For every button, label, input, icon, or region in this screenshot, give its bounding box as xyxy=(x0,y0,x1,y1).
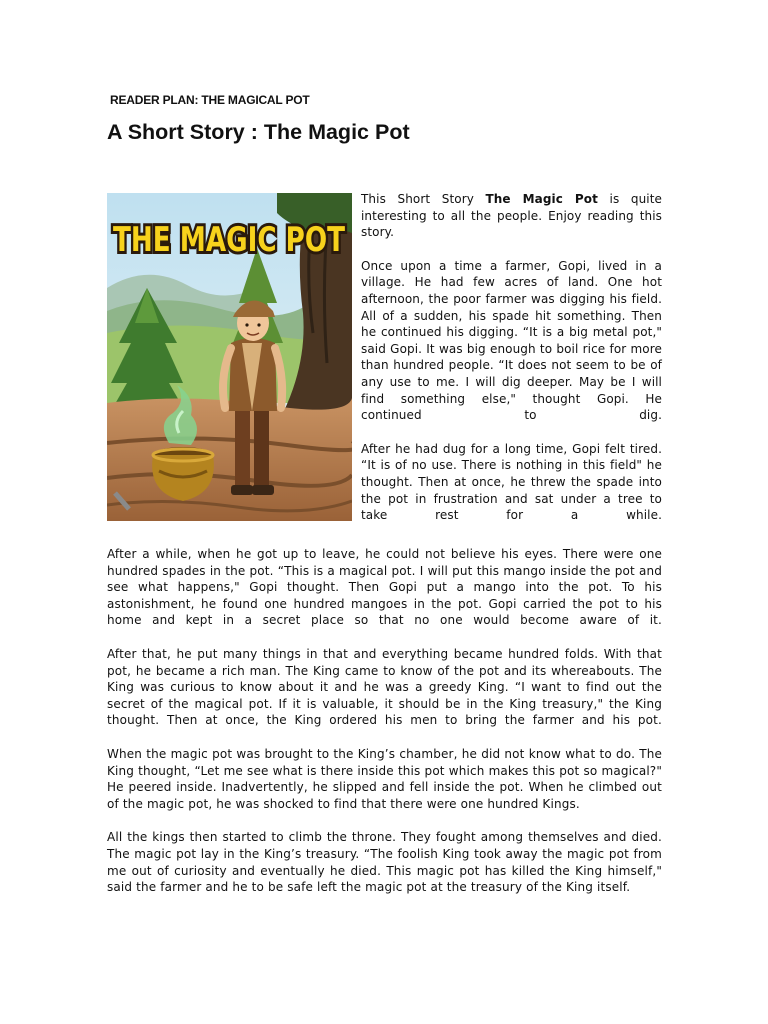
story-cover-illustration xyxy=(107,193,352,521)
cover-title-text: THE MAGIC POT xyxy=(113,220,346,260)
intro-paragraph: This Short Story The Magic Pot is quite interesting to all the people. Enjoy reading this story. xyxy=(361,192,662,240)
reader-plan-label: READER PLAN: THE MAGICAL POT xyxy=(110,93,310,107)
story-paragraph-4: After that, he put many things in that and everything became hundred folds. With that pot, he became a rich man. The King came to know of the pot and its whereabouts. The King was curious to know about it and he was a greedy King. “I want to find out the secret of the magical pot. If it is valuable, it should be in the King treasury," the King thought. Then at once, the King ordered his men to bring the farmer and his pot. xyxy=(107,646,662,728)
intro-story-name: The Magic Pot xyxy=(485,192,598,206)
story-paragraph-5: When the magic pot was brought to the King’s chamber, he did not know what to do. The King thought, “Let me see what is there inside this pot which makes this pot so magical?" He peered inside. Inadvertently, he slipped and fell inside the pot. When he climbed out of the magic pot, he was shocked to find that there were one hundred Kings. xyxy=(107,746,662,811)
story-paragraph-6: All the kings then started to climb the throne. They fought among themselves and died. The magic pot lay in the King’s treasury. “The foolish King took away the magic pot from me out of curiosity and eventually he died. This magic pot has killed the King himself," said the farmer and he to be safe left the magic pot at the treasury of the King itself. xyxy=(107,830,662,895)
story-title: A Short Story : The Magic Pot xyxy=(107,120,410,144)
full-width-text xyxy=(107,546,662,913)
story-paragraph-1: Once upon a time a farmer, Gopi, lived in a village. He had few acres of land. One hot afternoon, the poor farmer was digging his field. All of a sudden, his spade hit something. Then he continued his digging. “It is a big metal pot," said Gopi. It was big enough to boil rice for more than hundred people. “It does not seem to be of any use to me. I will dig deeper. May be I will find something else," thought Gopi. He continued to dig. xyxy=(361,258,662,423)
side-column-text xyxy=(361,191,662,541)
story-paragraph-2: After he had dug for a long time, Gopi felt tired. “It is of no use. There is nothing in this field" he thought. Then at once, he threw the spade into the pot in frustration and sat under a tree to take rest for a while. xyxy=(361,441,662,523)
story-paragraph-3: After a while, when he got up to leave, he could not believe his eyes. There were one hundred spades in the pot. “This is a magical pot. I will put this mango inside the pot and see what happens," Gopi thought. Then Gopi put a mango into the pot. To his astonishment, he found one hundred mangoes in the pot. Gopi carried the pot to his home and kept in a secret place so that no one would become aware of it. xyxy=(107,547,662,628)
